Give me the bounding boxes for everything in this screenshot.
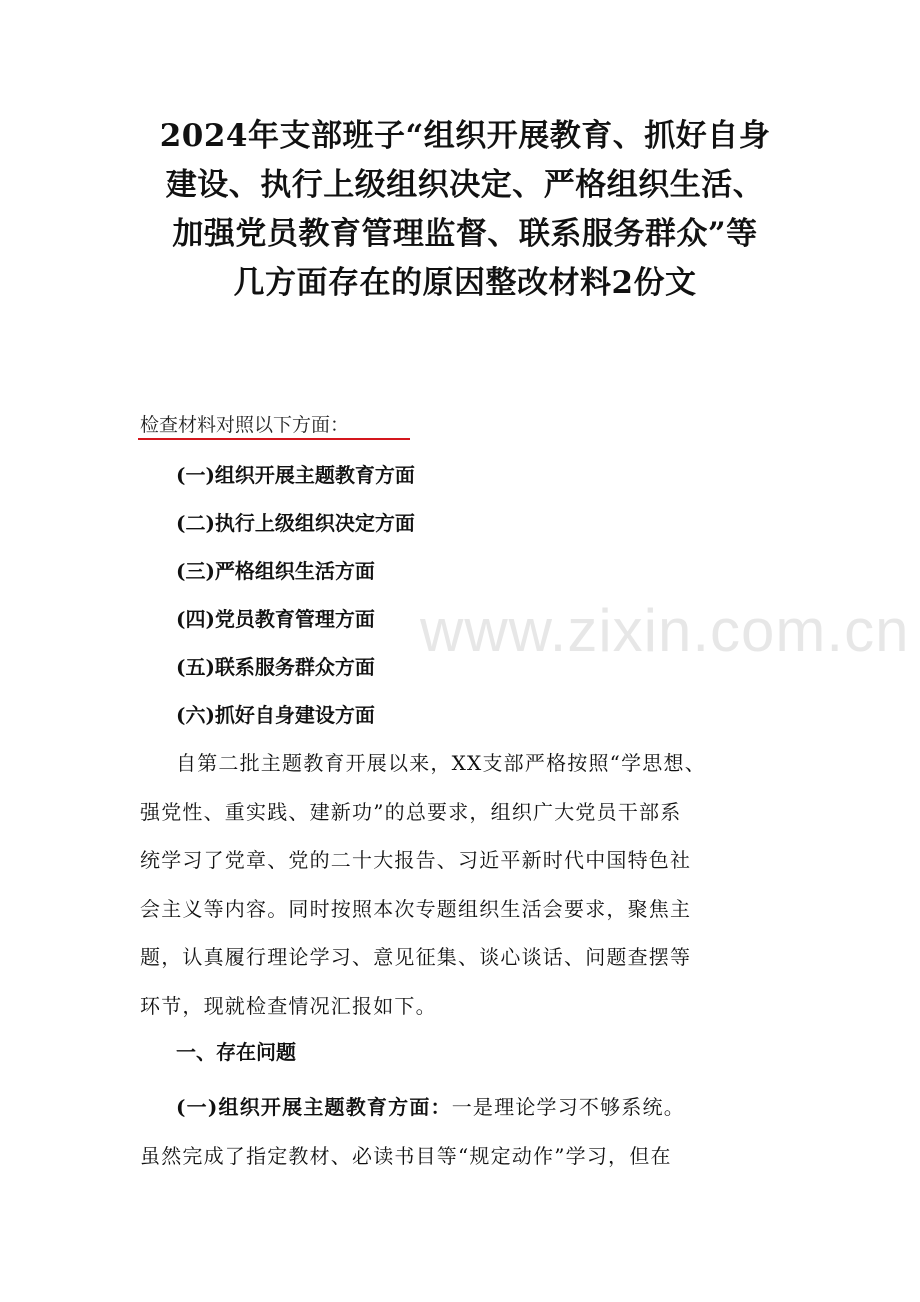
title-line: 加强党员教育管理监督、联系服务群众”等 xyxy=(172,216,758,252)
sub-heading-bold: (一)组织开展主题教育方面： xyxy=(176,1095,452,1119)
paragraph-line: 强党性、重实践、建新功”的总要求，组织广大党员干部系 xyxy=(140,799,682,824)
paragraph-line: 统学习了党章、党的二十大报告、习近平新时代中国特色社 xyxy=(140,848,692,873)
title-line: 几方面存在的原因整改材料2份文 xyxy=(233,265,697,301)
paragraph-line: 题，认真履行理论学习、意见征集、谈心谈话、问题查摆等 xyxy=(140,945,692,970)
paragraph-line: 自第二批主题教育开展以来，XX支部严格按照“学思想、 xyxy=(176,751,706,775)
sub-paragraph xyxy=(140,1083,800,1180)
check-heading: 检查材料对照以下方面： xyxy=(140,414,350,436)
red-underline xyxy=(138,438,410,440)
aspect-item: (二)执行上级组织决定方面 xyxy=(176,511,415,535)
aspect-item: (四)党员教育管理方面 xyxy=(176,607,375,631)
aspect-item: (六)抓好自身建设方面 xyxy=(176,703,375,727)
title-line: 建设、执行上级组织决定、严格组织生活、 xyxy=(165,167,765,203)
title-line: 2024年支部班子“组织开展教育、抓好自身 xyxy=(159,118,771,154)
document-title xyxy=(120,112,810,308)
paragraph-line: 环节，现就检查情况汇报如下。 xyxy=(140,993,437,1018)
aspect-item: (三)严格组织生活方面 xyxy=(176,559,375,583)
sub-heading-rest: 一是理论学习不够系统。 xyxy=(451,1095,685,1119)
aspect-item: (五)联系服务群众方面 xyxy=(176,655,375,679)
aspect-item: (一)组织开展主题教育方面 xyxy=(176,463,415,487)
watermark: www.zixin.com.cn xyxy=(420,597,910,664)
intro-paragraph xyxy=(140,739,800,1031)
paragraph-line: 虽然完成了指定教材、必读书目等“规定动作”学习，但在 xyxy=(140,1143,672,1168)
section-heading: 一、存在问题 xyxy=(176,1040,296,1064)
paragraph-line: 会主义等内容。同时按照本次专题组织生活会要求，聚焦主 xyxy=(140,896,692,921)
paragraph-line xyxy=(140,1083,800,1132)
